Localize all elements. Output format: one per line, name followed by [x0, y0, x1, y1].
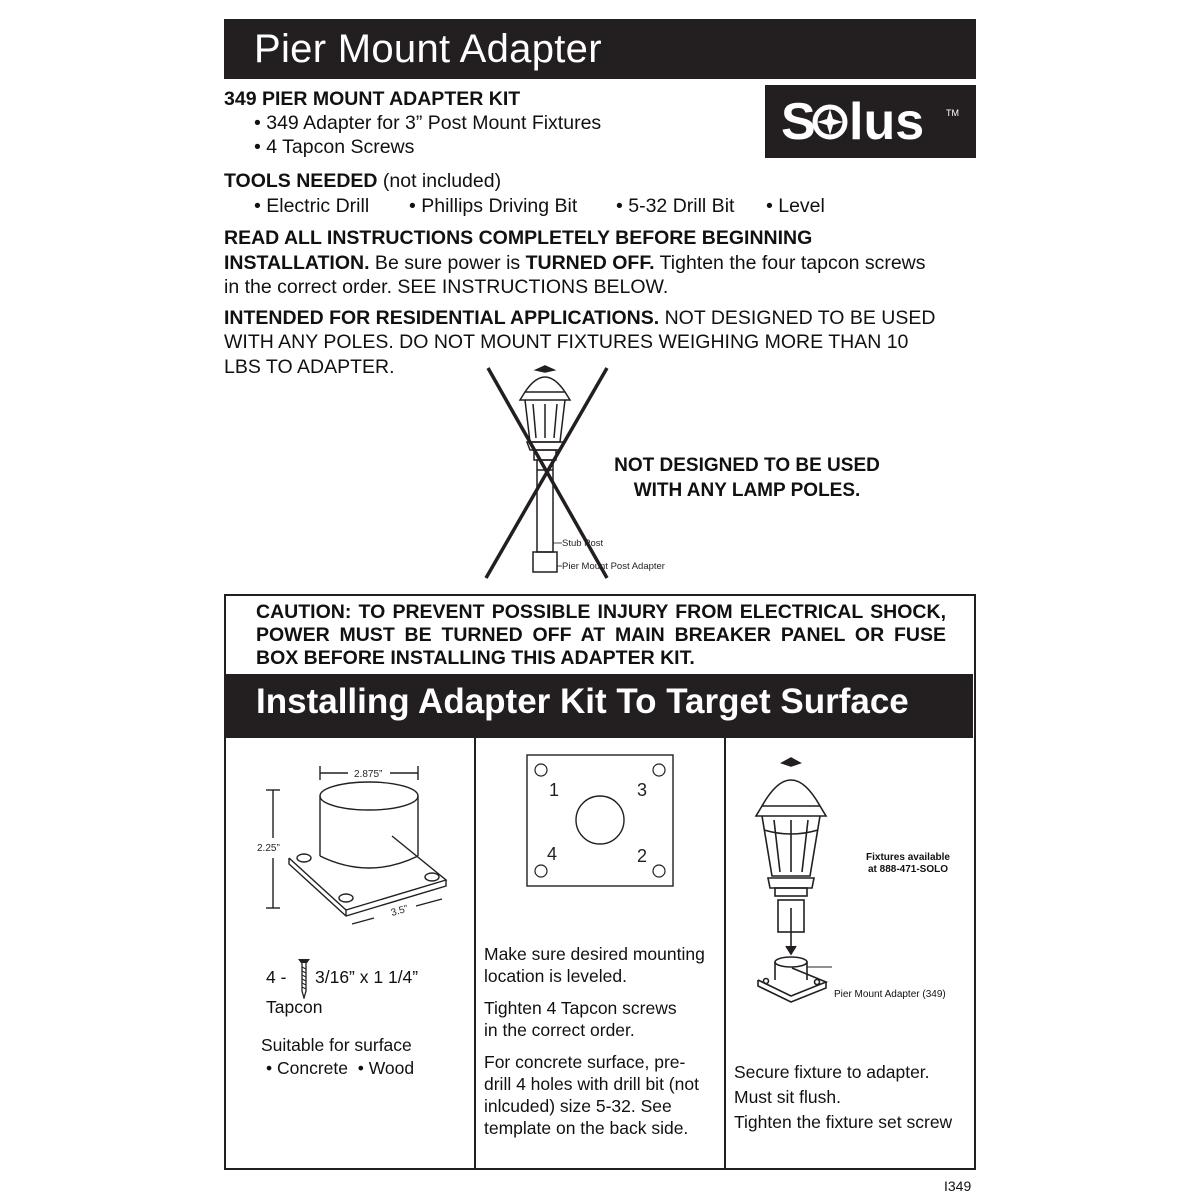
page-title: Pier Mount Adapter — [254, 27, 602, 71]
svg-text:lus: lus — [849, 99, 925, 145]
fixtures-available-note: Fixtures available at 888-471-SOLO — [866, 852, 950, 875]
screw-size: 3/16” x 1 1/4” — [315, 967, 419, 987]
tool-item: • 5-32 Drill Bit — [616, 195, 735, 217]
step-predrill-text: For concrete surface, pre- drill 4 holes with drill bit (not inlcuded) size 5-32. See template on the back side. — [484, 1052, 699, 1138]
solus-logo — [765, 85, 976, 158]
panel-adapter-dimensions — [226, 738, 476, 1168]
adapter-349-label: Pier Mount Adapter (349) — [834, 989, 946, 1000]
fixture-on-adapter-drawing — [736, 756, 836, 1016]
kit-heading: 349 PIER MOUNT ADAPTER KIT — [224, 88, 521, 110]
section-title: Installing Adapter Kit To Target Surface — [256, 682, 909, 721]
tools-heading: TOOLS NEEDED (not included) — [224, 170, 502, 192]
document-code: I349 — [944, 1178, 972, 1194]
intended-line: LBS TO ADAPTER. — [224, 356, 395, 378]
screw-type: Tapcon — [266, 997, 323, 1017]
step-tighten-text: Tighten 4 Tapcon screws in the correct order. — [484, 998, 677, 1040]
kit-item: • 4 Tapcon Screws — [254, 136, 415, 158]
installation-box — [224, 594, 976, 1170]
trademark-symbol: TM — [946, 108, 959, 118]
dim-width-label: 2.875” — [354, 769, 383, 780]
dim-base-label: 3.5” — [389, 903, 410, 919]
svg-text:S: S — [781, 99, 816, 145]
tool-item: • Level — [766, 195, 825, 217]
hole-number: 1 — [549, 780, 560, 800]
section-band — [226, 674, 973, 738]
tool-item: • Electric Drill — [254, 195, 370, 217]
read-instructions-line: in the correct order. SEE INSTRUCTIONS BELOW. — [224, 276, 669, 298]
adapter-dimension-drawing — [256, 758, 466, 938]
dim-height-label: 2.25” — [257, 843, 280, 854]
surface-heading: Suitable for surface — [261, 1035, 412, 1055]
screw-icon — [297, 957, 311, 999]
lamp-pole-warning: NOT DESIGNED TO BE USED WITH ANY LAMP POLES. — [614, 455, 880, 501]
intended-line: WITH ANY POLES. DO NOT MOUNT FIXTURES WEIGHING MORE THAN 10 — [224, 331, 909, 353]
screw-qty: 4 - — [266, 967, 287, 987]
caution-text: CAUTION: TO PREVENT POSSIBLE INJURY FROM ELECTRICAL SHOCK, POWER MUST BE TURNED OFF AT MAIN BREAKER PANEL OR FUSE BOX BEFORE INSTALLING THIS ADAPTER KIT. — [256, 601, 946, 669]
panel-screw-order — [476, 738, 726, 1168]
read-instructions-line: READ ALL INSTRUCTIONS COMPLETELY BEFORE BEGINNING — [224, 227, 813, 249]
adapter-label: Pier Mount Post Adapter — [562, 561, 665, 572]
intended-line: INTENDED FOR RESIDENTIAL APPLICATIONS. NOT DESIGNED TO BE USED — [224, 307, 936, 329]
read-instructions-line: INSTALLATION. Be sure power is TURNED OFF. Tighten the four tapcon screws — [224, 252, 926, 274]
step-level-text: Make sure desired mounting location is leveled. — [484, 944, 705, 986]
kit-item: • 349 Adapter for 3” Post Mount Fixtures — [254, 112, 602, 134]
hole-number: 3 — [637, 780, 648, 800]
hole-number: 2 — [637, 846, 648, 866]
panel-secure-fixture — [726, 738, 973, 1168]
screw-order-template — [526, 754, 676, 890]
secure-fixture-steps: Secure fixture to adapter. Must sit flush. Tighten the fixture set screw — [734, 1062, 953, 1132]
surface-items: • Concrete • Wood — [266, 1058, 415, 1078]
tool-item: • Phillips Driving Bit — [409, 195, 578, 217]
header-bar — [224, 19, 976, 79]
logo-graphic — [781, 99, 951, 145]
hole-number: 4 — [547, 844, 558, 864]
stub-post-label: Stub Post — [562, 538, 604, 549]
